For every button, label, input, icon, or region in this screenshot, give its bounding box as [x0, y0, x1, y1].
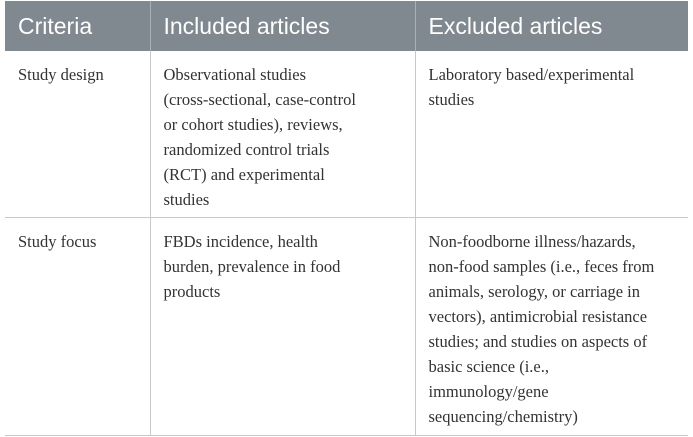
table-body — [5, 51, 688, 436]
row-included-cell: FBDs incidence, health burden, prevalence in food products — [150, 218, 415, 436]
row-criteria-cell: Study design — [5, 51, 150, 218]
criteria-table — [5, 1, 688, 436]
header-included-articles: Included articles — [150, 1, 415, 51]
header-excluded-articles: Excluded articles — [415, 1, 688, 51]
table-row — [5, 218, 688, 436]
header-row — [5, 1, 688, 51]
table-row — [5, 51, 688, 218]
header-criteria: Criteria — [5, 1, 150, 51]
table-header — [5, 1, 688, 51]
row-excluded-cell: Non-foodborne illness/hazards, non-food samples (i.e., feces from animals, serology, or carriage in vectors), antimicrobial resistance studies; and studies on aspects of basic science (i.e., immunology/gene sequencing/chemistry) — [415, 218, 688, 436]
row-criteria-cell: Study focus — [5, 218, 150, 436]
row-excluded-cell: Laboratory based/experimental studies — [415, 51, 688, 218]
row-included-cell: Observational studies (cross-sectional, case-control or cohort studies), reviews, randomized control trials (RCT) and experimental studies — [150, 51, 415, 218]
